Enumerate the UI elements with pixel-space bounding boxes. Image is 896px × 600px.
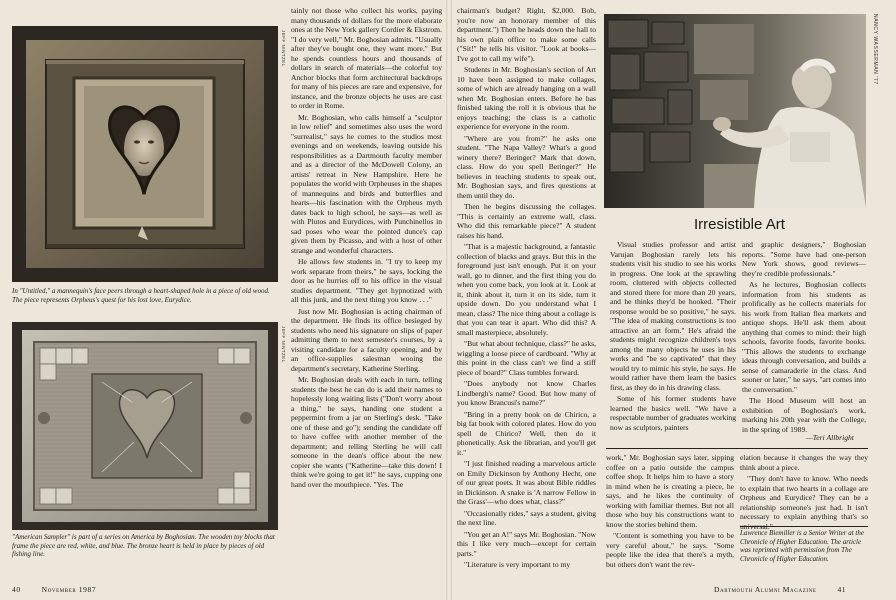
paragraph: chairman's budget? Right, $2,000. Bob, you're now an honorary member of this department.") Then he heads down the hall to his own plain office to make some calls ("Sit!" he tells his visitor. "Look at books—I've got to call my wife"). xyxy=(457,6,596,63)
paragraph: and graphic designers," Boghosian reports. "Some have had one-person New York shows, good reviews—they're credible professionals." xyxy=(742,240,866,278)
paragraph: Mr. Boghosian deals with each in turn, telling students the best he can do is add their names to hopelessly long waiting lists ("Don't worry about a thing," he says, handing one student a peppermint from a jar on Sterling's desk. "Take one of these and go"); sending the candidate off to have coffee with another member of the department; and telling Sterling he will call someone in the dean's office about the new copier she wants ("Katherine—take this down! I think we're going to get it!" he says, cupping one hand over the mouthpiece. "Yes. The xyxy=(291,375,442,489)
paragraph: The Hood Museum will host an exhibition of Boghosian's work, marking his 20th year with the College, in the spring of 1989. xyxy=(742,396,866,434)
author-note-rule xyxy=(740,526,868,527)
paragraph: elation because it changes the way they think about a piece. xyxy=(740,453,868,472)
left-page-number: 40 xyxy=(12,585,21,594)
article-column-3 xyxy=(606,453,734,585)
paragraph: Visual studies professor and artist Varujan Boghosian rarely lets his students visit his studio to see his works in progress. One look at the sprawling room, cluttered with objects collected and stored there for more than 20 years, and he thinks they'd be hooked. "Their response would be so positive," he says. "The idea of making constructions is too attractive an art form." He's afraid the students might recognize children's toys among the many objects he uses in his works and "be so captivated" that they would try to mimic his style, he says. He would rather have them learn the basics first, as they do in his drawing class. xyxy=(610,240,736,392)
photo1-credit: JEFF NINTZEL xyxy=(281,30,286,67)
paragraph: work," Mr. Boghosian says later, sipping coffee on a patio outside the campus coffee shop. It helps him to have a story in mind when he is creating a piece, he says, and he likes the continuity of working with familiar themes. But not all those who buy his constructions want to know the stories behind them. xyxy=(606,453,734,529)
sidebar-bottom-rule xyxy=(606,448,868,449)
article-column-4 xyxy=(740,453,868,531)
magazine-name: Dartmouth Alumni Magazine xyxy=(714,585,817,594)
sidebar-column-2 xyxy=(742,240,866,434)
sidebar-title: Irresistible Art xyxy=(694,216,785,233)
american-sampler-artwork-image xyxy=(12,322,278,530)
issue-date: November 1987 xyxy=(41,585,97,594)
left-folio xyxy=(12,585,96,594)
paragraph: Some of his former students have learned the basics well. "We have a respectable number of graduates working now as sculptors, painters xyxy=(610,394,736,432)
american-sampler-photo xyxy=(12,322,278,530)
caption-untitled: In "Untitled," a mannequin's face peers through a heart-shaped hole in a piece of old wood. The piece represents Orpheus's quest for his lost love, Eurydice. xyxy=(12,287,270,304)
paragraph: "They don't have to know. Who needs to explain that two hearts in a collage are Orpheus and Eurydice? They can be a relationship someone's just had. It isn't necessary to explain anything that's so universal." xyxy=(740,474,868,531)
paragraph: Just now Mr. Boghosian is acting chairman of the department. He finds its office besieged by students who need his signature on slips of paper admitting them to next semester's courses, by a visiting candidate for a faculty opening, and by an office-supplies salesman wooing the department's secretary, Katherine Sterling. xyxy=(291,306,442,373)
paragraph: "I just finished reading a marvelous article on Emily Dickinson by Anthony Hecht, one of our great poets. It was about Bible riddles in Dickinson. A snake is 'A narrow Fellow in the Grass'—who does what, class?" xyxy=(457,459,596,506)
untitled-artwork-image xyxy=(12,26,278,282)
photo2-credit: JEFF NINTZEL xyxy=(281,326,286,363)
paragraph: "Does anybody not know Charles Lindbergh's name? Good. But how many of you know Brancusi's name?" xyxy=(457,379,596,407)
running-head: NANCY WASSERMAN '77 xyxy=(872,14,878,85)
page-gutter xyxy=(446,0,452,600)
paragraph: "Where are you from?" he asks one student. "The Napa Valley? What's a good winery there? Beringer? Mark that down, class. How do you spell Beringer?" He believes in teaching students to speak out, Mr. Boghosian says, and fires questions at them until they do. xyxy=(457,133,596,200)
paragraph: He allows few students in. "I try to keep my work separate from theirs," he says, locking the door as he hurries off to his office in the visual studies department. "They get hypnotized with all this junk, and the next thing you know . . ." xyxy=(291,257,442,304)
artist-at-work-image xyxy=(604,14,866,208)
boghosian-studio-photo xyxy=(604,14,866,208)
paragraph: "Content is something you have to be very careful about," he says. "Some people like the idea that there's a myth, but others don't want the rev- xyxy=(606,531,734,569)
article-column-1 xyxy=(291,6,442,592)
paragraph: Students in Mr. Boghosian's section of Art 10 have been assigned to make collages, some of which are already hanging on a wall when Mr. Boghosian enters. Before he has finished taking the roll it is obvious that he enjoys teaching; the class is a catholic experience for everyone in the room. xyxy=(457,65,596,131)
paragraph: "Literature is very important to my xyxy=(464,560,571,569)
paragraph: "But what about technique, class?" he asks, wiggling a loose piece of cardboard. "Why at this point in the class can't we find a stiff piece of board?" Class tumbles forward. xyxy=(457,339,596,377)
right-folio xyxy=(714,585,846,594)
paragraph: As he lectures, Boghosian collects information from his students as prolifically as he collects materials for his work from Italian flea markets and antique shops. He'll ask them about anything that comes to mind: their high schools, favorite foods, favorite books. "This allows the students to exchange ideas through conversation, and builds a sense of camaraderie in the class. And sooner or later," he says, "art comes into the conversation." xyxy=(742,280,866,394)
author-note: Lawrence Biemiller is a Senior Writer at the Chronicle of Higher Education. The article was reprinted with permission from The Chronicle of Higher Education. xyxy=(740,529,864,563)
untitled-photo xyxy=(12,26,278,282)
right-page-number: 41 xyxy=(837,585,847,594)
paragraph: "You get an A!" says Mr. Boghosian. "Now this I like very much—except for certain parts." xyxy=(457,529,596,558)
paragraph: "Bring in a pretty book on de Chirico, a big fat book with colored plates. How do you spell de Chirico? Well, then do it phonetically. Ask the librarian, and you'll get it." xyxy=(457,409,596,457)
paragraph: "Occasionally rides," says a student, giving the next line. xyxy=(457,508,596,527)
paragraph: Then he begins discussing the collages. "This is certainly an extreme wall, class. Who did this remarkable piece?" A student raises his hand. xyxy=(457,202,596,240)
paragraph: tainly not those who collect his works, paying many thousands of dollars for the more elaborate ones at the New York gallery Cordier & Ekstrom. "I do very well," Mr. Boghosian admits. "Usually after they've bought one, they want more." But he spends countless hours and thousands of dollars in search of materials—the colorful toy Anchor blocks that form architectural backdrops for many of his pieces are rare and expensive, for instance, and the bronze objects he uses are cast to order in Rome. xyxy=(291,6,442,110)
sidebar-byline: —Teri Allbright xyxy=(806,433,854,442)
article-column-2 xyxy=(457,6,596,592)
paragraph: Mr. Boghosian, who calls himself a "sculptor in low relief" and sometimes also uses the word "surrealist," says he comes to the studios most evenings and on weekends, leaving outside his responsibilities as a Dartmouth faculty member and as a director of the McDowell Colony, an artists' retreat in New Hampshire. Here he populates the world with Orpheuses in the shapes of mannequins and birds and butterflies and hearts—his fascination with the Orpheus myth dates back to high school, he says—as well as with Plutos and Eurydices, with Punchinellos in sad poses who wear the pointed dunce's cap given them by Picasso, and with a host of other strange and wonderful characters. xyxy=(291,112,442,255)
caption-american-sampler: "American Sampler" is part of a series on America by Boghosian. The wooden toy blocks that frame the piece are red, white, and blue. The bronze heart is held in place by pieces of old fishing line. xyxy=(12,533,275,558)
paragraph: "That is a majestic background, a fantastic collection of blacks and grays. But this in the foreground just isn't enough. Put it on your wall, go to dinner, and the first thing you do when you come back, you look at it. Look at it, think about it, turn it on its side, turn it upside down. Do you understand what I mean, class? The nice thing about a collage is that you can tear it apart. Who did this? A small masterpiece, absolutely. xyxy=(457,242,596,337)
sidebar-column-1 xyxy=(610,240,736,440)
